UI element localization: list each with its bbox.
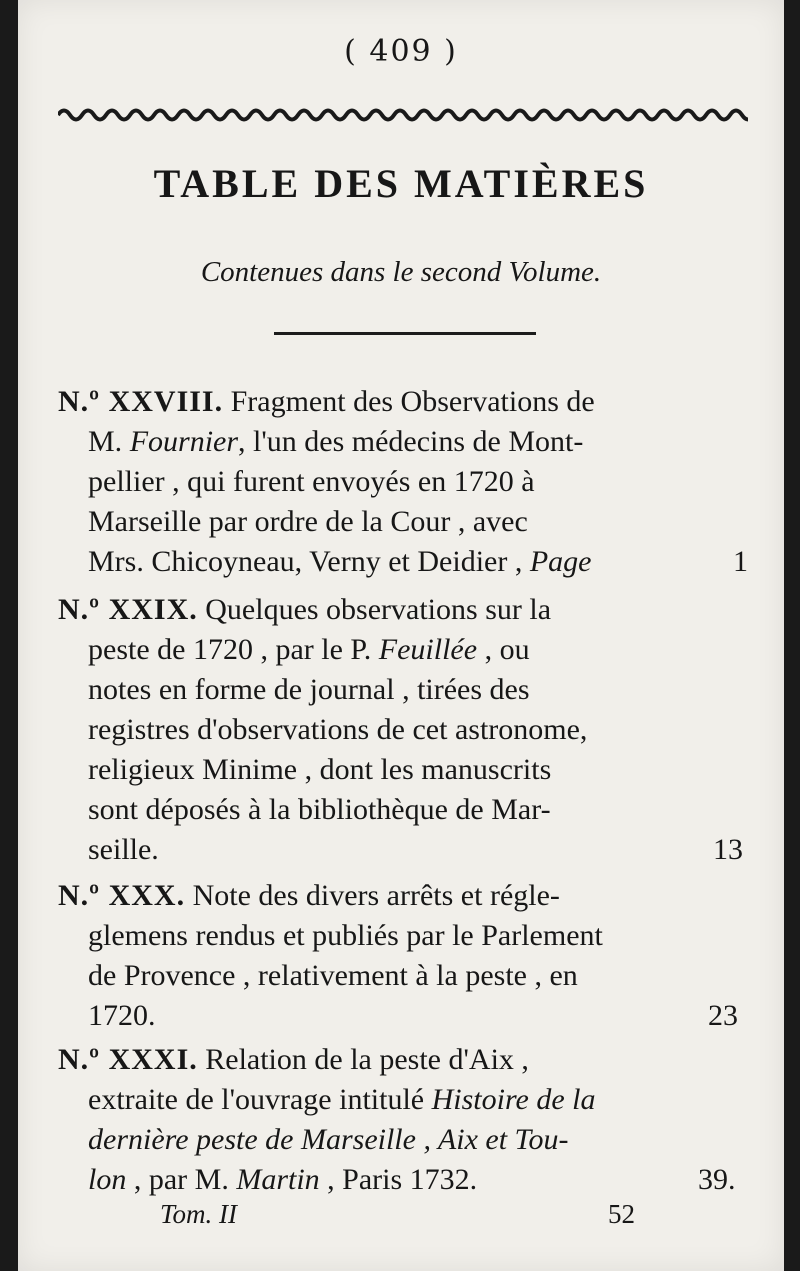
entry-29-line-6: sont déposés à la bibliothèque de Mar- (88, 793, 551, 826)
page-number: ( 409 ) (344, 34, 458, 69)
entry-29-page: 13 (713, 833, 743, 866)
ornamental-wave-rule (58, 104, 748, 126)
page-subtitle: Contenues dans le second Volume. (200, 256, 602, 288)
entry-28-line-1: N.º XXVIII. Fragment des Observations de (58, 385, 595, 418)
entry-28-line-3: pellier , qui furent envoyés en 1720 à (88, 465, 535, 498)
entry-31-line-1: N.º XXXI. Relation de la peste d'Aix , (58, 1043, 529, 1076)
entry-29-number: N.º XXIX. (58, 593, 198, 626)
page-title: TABLE DES MATIÈRES (153, 161, 649, 206)
entry-28-line-2: M. Fournier, l'un des médecins de Mont- (88, 425, 584, 458)
entry-30-page: 23 (708, 999, 738, 1032)
book-page (18, 0, 784, 1271)
entry-31-page: 39. (698, 1163, 736, 1196)
entry-28-line-4: Marseille par ordre de la Cour , avec (88, 505, 528, 538)
entry-28-page: 1 (733, 545, 748, 578)
entry-29-line-7: seille. (88, 833, 159, 866)
entry-29-line-3: notes en forme de journal , tirées des (88, 673, 530, 706)
entry-28-line-5: Mrs. Chicoyneau, Verny et Deidier , Page (88, 545, 592, 578)
entry-31-number: N.º XXXI. (58, 1043, 198, 1076)
divider-rule (274, 332, 536, 335)
entry-29-line-2: peste de 1720 , par le P. Feuillée , ou (88, 633, 530, 666)
entry-29-line-1: N.º XXIX. Quelques observations sur la (58, 593, 552, 626)
entry-31-line-2: extraite de l'ouvrage intitulé Histoire de la (88, 1083, 596, 1116)
entry-28-number: N.º XXVIII. (58, 385, 224, 418)
entry-30-line-1: N.º XXX. Note des divers arrêts et régle- (58, 879, 560, 912)
entry-30-line-3: de Provence , relativement à la peste , en (88, 959, 578, 992)
entry-29-line-5: religieux Minime , dont les manuscrits (88, 753, 552, 786)
entry-31-line-3: dernière peste de Marseille , Aix et Tou- (88, 1123, 569, 1156)
entry-30-line-4: 1720. (88, 999, 156, 1032)
entry-30-line-2: glemens rendus et publiés par le Parlement (88, 919, 603, 952)
entry-29-line-4: registres d'observations de cet astronome, (88, 713, 588, 746)
entry-31-line-4: lon , par M. Martin , Paris 1732. (88, 1163, 478, 1196)
footer-signature: 52 (608, 1199, 635, 1229)
footer-tome: Tom. II (160, 1199, 238, 1229)
entry-30-number: N.º XXX. (58, 879, 186, 912)
